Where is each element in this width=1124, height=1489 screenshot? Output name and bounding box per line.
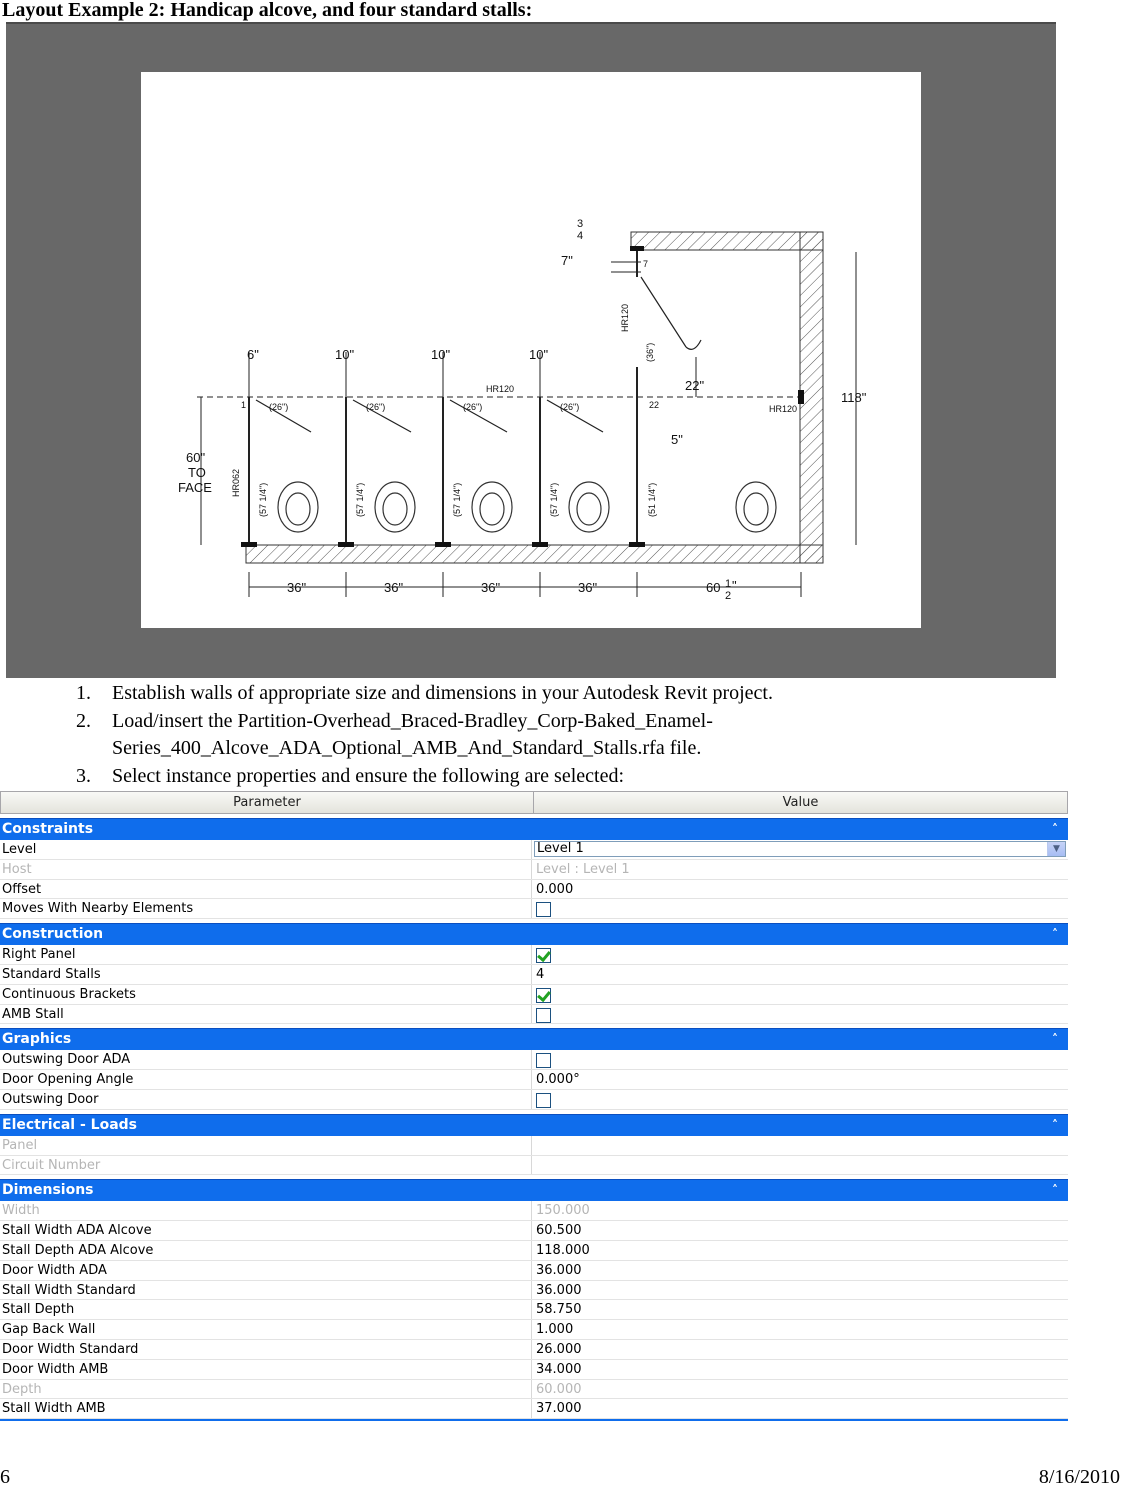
properties-header bbox=[0, 791, 1068, 814]
stall-depth-3: (57 1/4") bbox=[452, 482, 462, 517]
step-3 bbox=[76, 763, 1076, 791]
property-name: Offset bbox=[0, 880, 532, 899]
property-name: Gap Back Wall bbox=[0, 1320, 532, 1339]
property-name: Right Panel bbox=[0, 945, 532, 964]
mark-7: 7 bbox=[643, 259, 649, 269]
property-name: Stall Width AMB bbox=[0, 1399, 532, 1418]
group-title: Constraints bbox=[2, 821, 94, 837]
property-checkbox[interactable] bbox=[536, 1093, 551, 1108]
property-value[interactable] bbox=[532, 840, 1068, 859]
dropdown-arrow-icon[interactable]: ▼ bbox=[1047, 842, 1065, 856]
collapse-chevron-icon[interactable]: ˄ bbox=[1052, 822, 1058, 836]
property-row bbox=[0, 899, 1068, 919]
property-value[interactable]: 36.000 bbox=[536, 1282, 582, 1298]
property-value[interactable] bbox=[532, 1050, 1068, 1069]
door-label-4: (26") bbox=[560, 402, 580, 412]
property-row bbox=[0, 1241, 1068, 1261]
property-row bbox=[0, 1399, 1068, 1419]
property-value bbox=[532, 1156, 1068, 1175]
page-heading: Layout Example 2: Handicap alcove, and four standard stalls: bbox=[2, 0, 533, 21]
figure-frame bbox=[6, 22, 1056, 678]
frac-den: 4 bbox=[577, 230, 584, 242]
property-name: Level bbox=[0, 840, 532, 859]
property-row bbox=[0, 1360, 1068, 1380]
wall-top-alcove bbox=[631, 232, 823, 250]
toilets bbox=[278, 482, 776, 532]
property-value[interactable]: 0.000 bbox=[536, 881, 574, 897]
property-value[interactable]: 34.000 bbox=[536, 1361, 582, 1377]
hr120-2: HR120 bbox=[769, 404, 798, 414]
collapse-chevron-icon[interactable]: ˄ bbox=[1052, 1183, 1058, 1198]
property-value[interactable]: 118.000 bbox=[536, 1242, 590, 1258]
left-dim-2: TO bbox=[188, 465, 206, 480]
property-row bbox=[0, 880, 1068, 900]
step-number: 2. bbox=[76, 709, 91, 732]
ada-door: (36") bbox=[645, 342, 655, 362]
group-header-dimensions[interactable] bbox=[0, 1179, 1068, 1201]
property-row bbox=[0, 1320, 1068, 1340]
dim-top-4: 10" bbox=[529, 347, 549, 362]
property-value[interactable]: 4 bbox=[536, 966, 545, 982]
stall-depth-4: (57 1/4") bbox=[549, 482, 559, 517]
dim-top-1: 6" bbox=[247, 347, 259, 362]
property-name: Outswing Door ADA bbox=[0, 1050, 532, 1069]
dim-bottom-quote: " bbox=[732, 578, 737, 593]
level-select-value: Level 1 bbox=[537, 841, 584, 856]
property-row bbox=[0, 985, 1068, 1005]
dim-top-3: 10" bbox=[431, 347, 451, 362]
property-value[interactable] bbox=[532, 899, 1068, 918]
level-select[interactable] bbox=[534, 841, 1066, 857]
property-name: Depth bbox=[0, 1380, 532, 1399]
property-checkbox[interactable] bbox=[536, 902, 551, 917]
floor-plan-drawing bbox=[141, 72, 921, 628]
property-name: AMB Stall bbox=[0, 1005, 532, 1024]
group-title: Dimensions bbox=[2, 1182, 94, 1199]
mark-1: 1 bbox=[241, 400, 247, 410]
property-row bbox=[0, 1050, 1068, 1070]
property-row bbox=[0, 1201, 1068, 1221]
step-number: 3. bbox=[76, 764, 91, 787]
property-value: 150.000 bbox=[536, 1203, 590, 1219]
property-value: 60.000 bbox=[536, 1381, 582, 1397]
property-row bbox=[0, 1070, 1068, 1090]
step-text: Establish walls of appropriate size and dimensions in your Autodesk Revit project. bbox=[112, 682, 773, 704]
property-row bbox=[0, 840, 1068, 860]
property-name: Door Width ADA bbox=[0, 1261, 532, 1280]
dim-5: 5" bbox=[671, 432, 683, 447]
property-row bbox=[0, 1005, 1068, 1025]
property-name: Door Opening Angle bbox=[0, 1070, 532, 1089]
hr062-vertical: HR062 bbox=[231, 468, 241, 497]
property-row bbox=[0, 1300, 1068, 1320]
group-header-constraints[interactable] bbox=[0, 818, 1068, 840]
mark-22: 22 bbox=[649, 400, 660, 410]
property-name: Stall Width Standard bbox=[0, 1281, 532, 1300]
property-row bbox=[0, 1221, 1068, 1241]
property-checkbox[interactable] bbox=[536, 1053, 551, 1068]
dim-bottom-half-den: 2 bbox=[725, 590, 732, 602]
grid-bottom-border bbox=[0, 1419, 1068, 1421]
dim-bottom-4: 36" bbox=[578, 580, 598, 595]
group-title: Construction bbox=[2, 926, 104, 943]
property-row bbox=[0, 1281, 1068, 1301]
property-value: Level : Level 1 bbox=[536, 861, 630, 877]
door-label-3: (26") bbox=[463, 402, 483, 412]
group-header-construction[interactable] bbox=[0, 923, 1068, 945]
property-row bbox=[0, 1380, 1068, 1400]
property-value[interactable]: 36.000 bbox=[536, 1262, 582, 1278]
dim-7: 7" bbox=[561, 253, 573, 268]
stall-depth-2: (57 1/4") bbox=[355, 482, 365, 517]
left-dim-3: FACE bbox=[178, 480, 212, 495]
property-row bbox=[0, 1136, 1068, 1156]
property-name: Standard Stalls bbox=[0, 965, 532, 984]
column-header-parameter[interactable]: Parameter bbox=[1, 792, 534, 813]
group-header-graphics[interactable] bbox=[0, 1028, 1068, 1050]
property-checkbox[interactable] bbox=[536, 988, 551, 1003]
property-value bbox=[532, 1136, 1068, 1155]
property-row bbox=[0, 1156, 1068, 1176]
group-title: Graphics bbox=[2, 1031, 72, 1048]
property-name: Continuous Brackets bbox=[0, 985, 532, 1004]
property-row bbox=[0, 860, 1068, 880]
property-name: Stall Depth bbox=[0, 1300, 532, 1319]
page-date: 8/16/2010 bbox=[1038, 1466, 1120, 1488]
property-value[interactable]: 1.000 bbox=[536, 1322, 574, 1338]
step-2 bbox=[76, 708, 1076, 763]
collapse-chevron-icon[interactable]: ˄ bbox=[1052, 1117, 1058, 1132]
dim-bottom-half-num: 1 bbox=[725, 578, 732, 590]
instruction-list bbox=[76, 680, 1076, 790]
door-label-1: (26") bbox=[269, 402, 289, 412]
collapse-chevron-icon[interactable]: ˄ bbox=[1052, 1032, 1058, 1047]
property-value[interactable] bbox=[532, 1005, 1068, 1024]
instance-properties-grid bbox=[0, 791, 1068, 1421]
step-1 bbox=[76, 680, 1076, 708]
property-name: Outswing Door bbox=[0, 1090, 532, 1109]
property-name: Stall Depth ADA Alcove bbox=[0, 1241, 532, 1260]
stall-depth-1: (57 1/4") bbox=[258, 482, 268, 517]
dim-bottom-2: 36" bbox=[384, 580, 404, 595]
hr120-1: HR120 bbox=[486, 384, 515, 394]
column-header-value[interactable]: Value bbox=[782, 795, 819, 810]
step-text: Load/insert the Partition-Overhead_Braced-Bradley_Corp-Baked_Enamel- bbox=[112, 709, 713, 732]
property-value[interactable]: 58.750 bbox=[536, 1302, 582, 1318]
property-row bbox=[0, 1090, 1068, 1110]
property-value[interactable] bbox=[532, 945, 1068, 964]
step-text: Select instance properties and ensure the following are selected: bbox=[112, 764, 625, 787]
frac-num: 3 bbox=[577, 218, 584, 230]
collapse-chevron-icon[interactable]: ˄ bbox=[1052, 927, 1058, 942]
dim-22: 22" bbox=[685, 378, 705, 393]
property-value[interactable]: 60.500 bbox=[536, 1223, 582, 1239]
property-name: Door Width Standard bbox=[0, 1340, 532, 1359]
dim-bottom-1: 36" bbox=[287, 580, 307, 595]
dim-bottom-5: 60 bbox=[706, 580, 721, 595]
property-name: Host bbox=[0, 860, 532, 879]
property-name: Circuit Number bbox=[0, 1156, 532, 1175]
property-name: Moves With Nearby Elements bbox=[0, 899, 532, 918]
property-row bbox=[0, 1340, 1068, 1360]
property-checkbox[interactable] bbox=[536, 1008, 551, 1023]
stall-depth-ada: (51 1/4") bbox=[647, 482, 657, 517]
property-row bbox=[0, 1261, 1068, 1281]
property-value[interactable] bbox=[532, 1090, 1068, 1109]
door-label-2: (26") bbox=[366, 402, 386, 412]
property-name: Panel bbox=[0, 1136, 532, 1155]
property-value[interactable]: 26.000 bbox=[536, 1341, 582, 1357]
page-number: 6 bbox=[0, 1466, 10, 1488]
property-name: Stall Width ADA Alcove bbox=[0, 1221, 532, 1240]
step-text-cont: Series_400_Alcove_ADA_Optional_AMB_And_Standard_Stalls.rfa file. bbox=[112, 737, 702, 759]
wall-back bbox=[246, 545, 823, 563]
property-name: Width bbox=[0, 1201, 532, 1220]
property-value[interactable] bbox=[532, 985, 1068, 1004]
right-dim: 118" bbox=[841, 390, 867, 405]
property-row bbox=[0, 965, 1068, 985]
property-row bbox=[0, 945, 1068, 965]
dim-top-2: 10" bbox=[335, 347, 355, 362]
dim-bottom-3: 36" bbox=[481, 580, 501, 595]
property-name: Door Width AMB bbox=[0, 1360, 532, 1379]
property-value[interactable]: 0.000° bbox=[536, 1072, 580, 1088]
property-checkbox[interactable] bbox=[536, 948, 551, 963]
left-dim-1: 60" bbox=[186, 450, 206, 465]
group-title: Electrical - Loads bbox=[2, 1116, 137, 1133]
hr120-vertical: HR120 bbox=[620, 303, 630, 332]
step-number: 1. bbox=[76, 682, 91, 704]
property-value[interactable]: 37.000 bbox=[536, 1401, 582, 1417]
group-header-electrical-loads[interactable] bbox=[0, 1114, 1068, 1136]
